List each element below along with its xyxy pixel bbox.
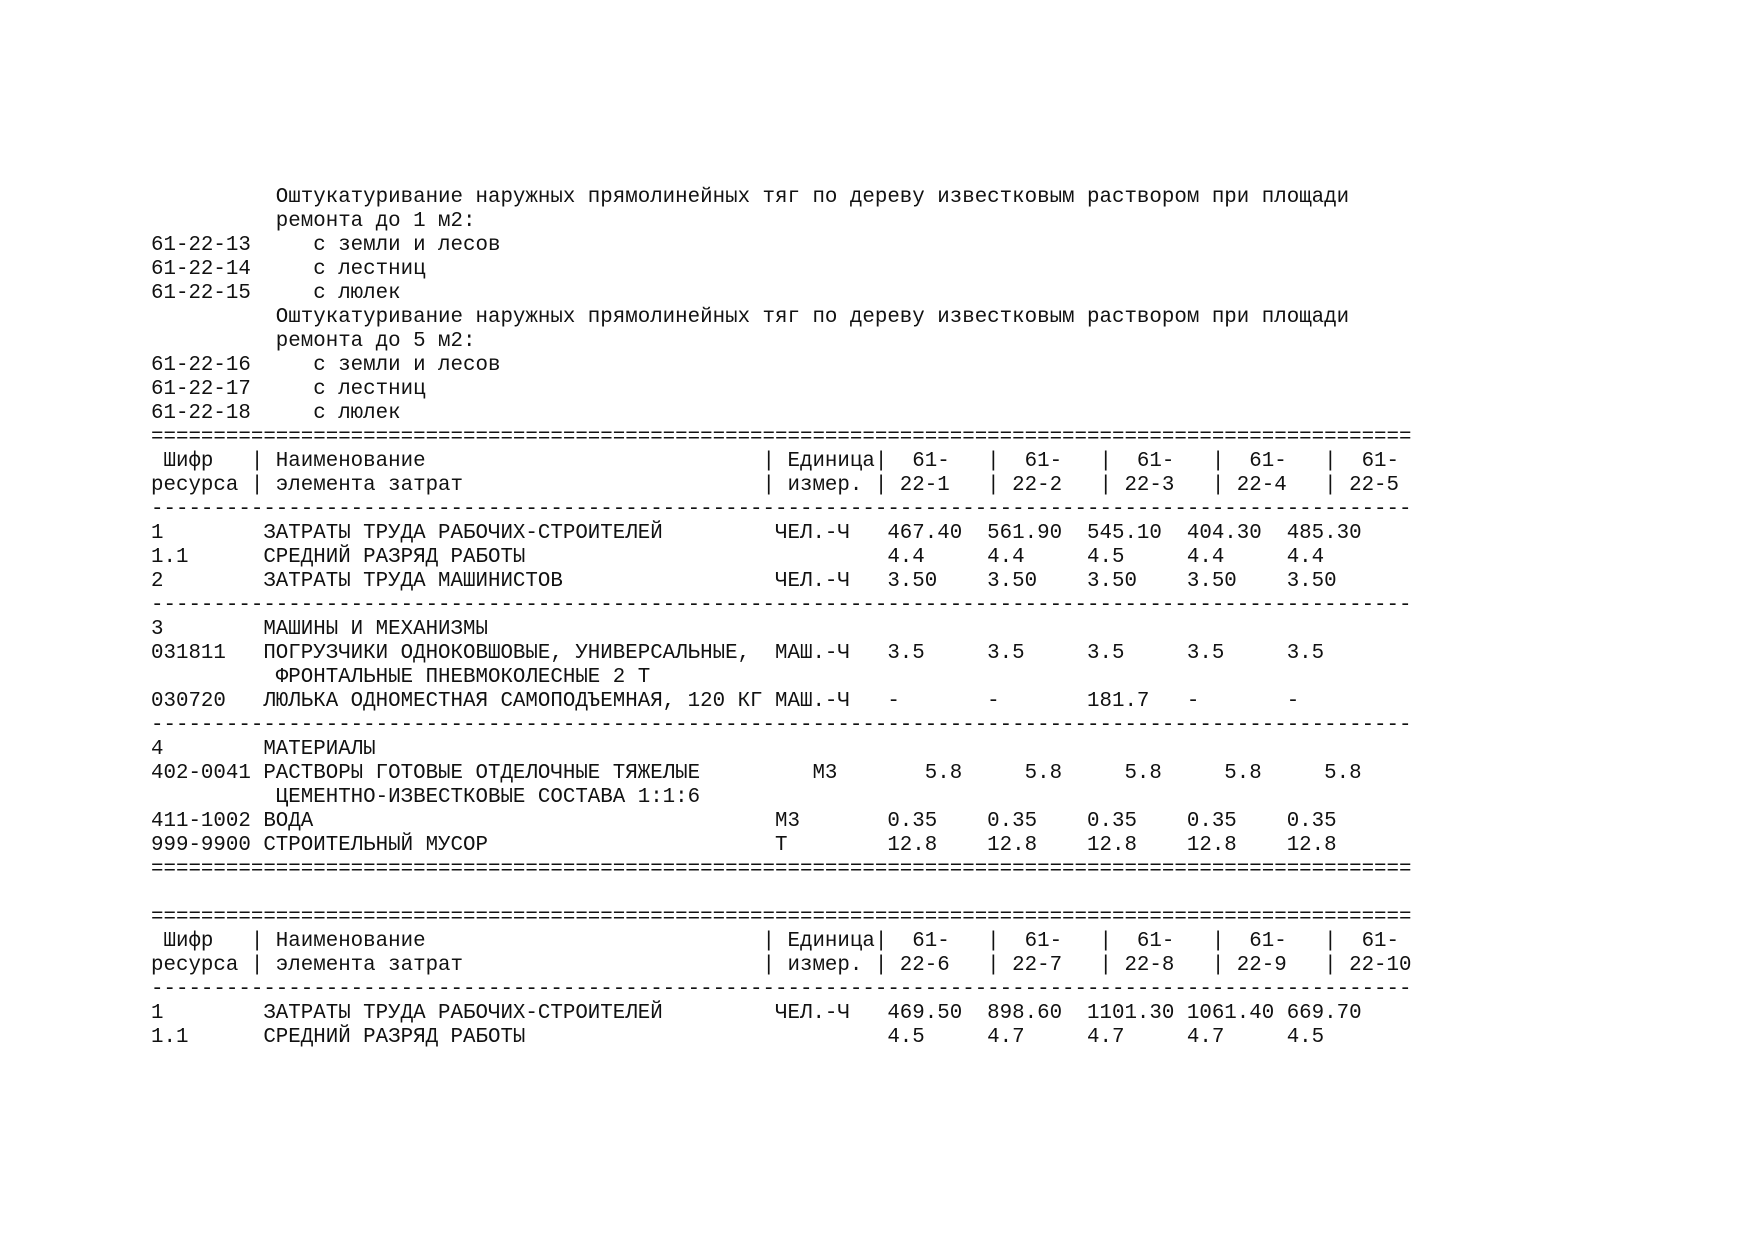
table-header-row: ресурса | элемента затрат | измер. | 22-1 | 22-2 | 22-3 | 22-4 | 22-5 bbox=[151, 474, 1400, 497]
table-header-row: Шифр | Наименование | Единица| 61- | 61- | 61- | 61- | 61- bbox=[151, 450, 1400, 473]
table-header-row: Шифр | Наименование | Единица| 61- | 61- | 61- | 61- | 61- bbox=[151, 930, 1400, 953]
section-heading-line: ремонта до 1 м2: bbox=[151, 210, 476, 233]
table-row: 2 ЗАТРАТЫ ТРУДА МАШИНИСТОВ ЧЕЛ.-Ч 3.50 3.50 3.50 3.50 3.50 bbox=[151, 570, 1337, 593]
table-row: ЦЕМЕНТНО-ИЗВЕСТКОВЫЕ СОСТАВА 1:1:6 bbox=[151, 786, 701, 809]
table-row: 4 МАТЕРИАЛЫ bbox=[151, 738, 376, 761]
table-border-double: ===================================================================================================== bbox=[151, 426, 1412, 449]
code-line: 61-22-17 с лестниц bbox=[151, 378, 426, 401]
table-header-row: ресурса | элемента затрат | измер. | 22-6 | 22-7 | 22-8 | 22-9 | 22-10 bbox=[151, 954, 1412, 977]
code-line: 61-22-15 с люлек bbox=[151, 282, 401, 305]
table-row: 1 ЗАТРАТЫ ТРУДА РАБОЧИХ-СТРОИТЕЛЕЙ ЧЕЛ.-Ч 469.50 898.60 1101.30 1061.40 669.70 bbox=[151, 1002, 1362, 1025]
table-row: 031811 ПОГРУЗЧИКИ ОДНОКОВШОВЫЕ, УНИВЕРСАЛЬНЫЕ, МАШ.-Ч 3.5 3.5 3.5 3.5 3.5 bbox=[151, 642, 1325, 665]
table-row: 030720 ЛЮЛЬКА ОДНОМЕСТНАЯ САМОПОДЪЕМНАЯ, 120 КГ МАШ.-Ч - - 181.7 - - bbox=[151, 690, 1300, 713]
document-body bbox=[151, 186, 1412, 1050]
code-line: 61-22-18 с люлек bbox=[151, 402, 401, 425]
table-divider: ----------------------------------------------------------------------------------------------------- bbox=[151, 594, 1412, 617]
code-line: 61-22-13 с земли и лесов bbox=[151, 234, 501, 257]
table-border-double: ===================================================================================================== bbox=[151, 858, 1412, 881]
table-divider: ----------------------------------------------------------------------------------------------------- bbox=[151, 498, 1412, 521]
table-row: 1 ЗАТРАТЫ ТРУДА РАБОЧИХ-СТРОИТЕЛЕЙ ЧЕЛ.-Ч 467.40 561.90 545.10 404.30 485.30 bbox=[151, 522, 1362, 545]
section-heading-line: Оштукатуривание наружных прямолинейных тяг по дереву известковым раствором при площади bbox=[151, 306, 1350, 329]
table-row: ФРОНТАЛЬНЫЕ ПНЕВМОКОЛЕСНЫЕ 2 Т bbox=[151, 666, 651, 689]
code-line: 61-22-16 с земли и лесов bbox=[151, 354, 501, 377]
table-divider: ----------------------------------------------------------------------------------------------------- bbox=[151, 714, 1412, 737]
table-border-double: ===================================================================================================== bbox=[151, 906, 1412, 929]
table-row: 1.1 СРЕДНИЙ РАЗРЯД РАБОТЫ 4.4 4.4 4.5 4.4 4.4 bbox=[151, 546, 1325, 569]
table-divider: ----------------------------------------------------------------------------------------------------- bbox=[151, 978, 1412, 1001]
blank-line bbox=[151, 882, 1412, 906]
table-row: 402-0041 РАСТВОРЫ ГОТОВЫЕ ОТДЕЛОЧНЫЕ ТЯЖЕЛЫЕ М3 5.8 5.8 5.8 5.8 5.8 bbox=[151, 762, 1362, 785]
table-row: 999-9900 СТРОИТЕЛЬНЫЙ МУСОР Т 12.8 12.8 12.8 12.8 12.8 bbox=[151, 834, 1337, 857]
code-line: 61-22-14 с лестниц bbox=[151, 258, 426, 281]
section-heading-line: ремонта до 5 м2: bbox=[151, 330, 476, 353]
table-row: 411-1002 ВОДА М3 0.35 0.35 0.35 0.35 0.35 bbox=[151, 810, 1337, 833]
table-row: 3 МАШИНЫ И МЕХАНИЗМЫ bbox=[151, 618, 488, 641]
table-row: 1.1 СРЕДНИЙ РАЗРЯД РАБОТЫ 4.5 4.7 4.7 4.7 4.5 bbox=[151, 1026, 1325, 1049]
section-heading-line: Оштукатуривание наружных прямолинейных тяг по дереву известковым раствором при площади bbox=[151, 186, 1350, 209]
